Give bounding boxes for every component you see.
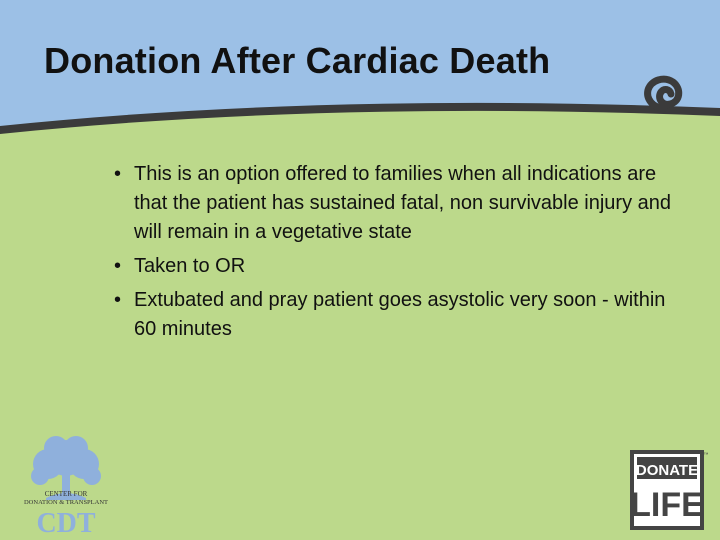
slide-title: Donation After Cardiac Death — [44, 40, 551, 81]
bullet-item — [114, 252, 684, 281]
life-text: LIFE — [630, 486, 704, 524]
donate-life-logo — [630, 448, 710, 532]
bullet-text: Extubated and pray patient goes asystolic very soon - within 60 minutes — [134, 289, 666, 340]
bullet-item — [114, 160, 684, 247]
bullet-marker: • — [114, 163, 122, 185]
cdt-letters: CDT — [36, 508, 96, 538]
cdt-logo — [16, 432, 116, 538]
donate-text: DONATE — [635, 462, 699, 479]
bullet-item — [114, 286, 684, 344]
cdt-line1: CENTER FOR — [44, 490, 88, 498]
cdt-line2: DONATION & TRANSPLANT — [23, 499, 109, 506]
bullet-marker: • — [114, 289, 122, 311]
bullet-marker: • — [114, 255, 122, 277]
bullet-list — [114, 160, 684, 349]
trademark-symbol: ™ — [703, 452, 709, 458]
bullet-text: This is an option offered to families when all indications are that the patient has sustained fatal, non survivable injury and will remain in a vegetative state — [134, 163, 672, 243]
bullet-text: Taken to OR — [134, 255, 246, 277]
